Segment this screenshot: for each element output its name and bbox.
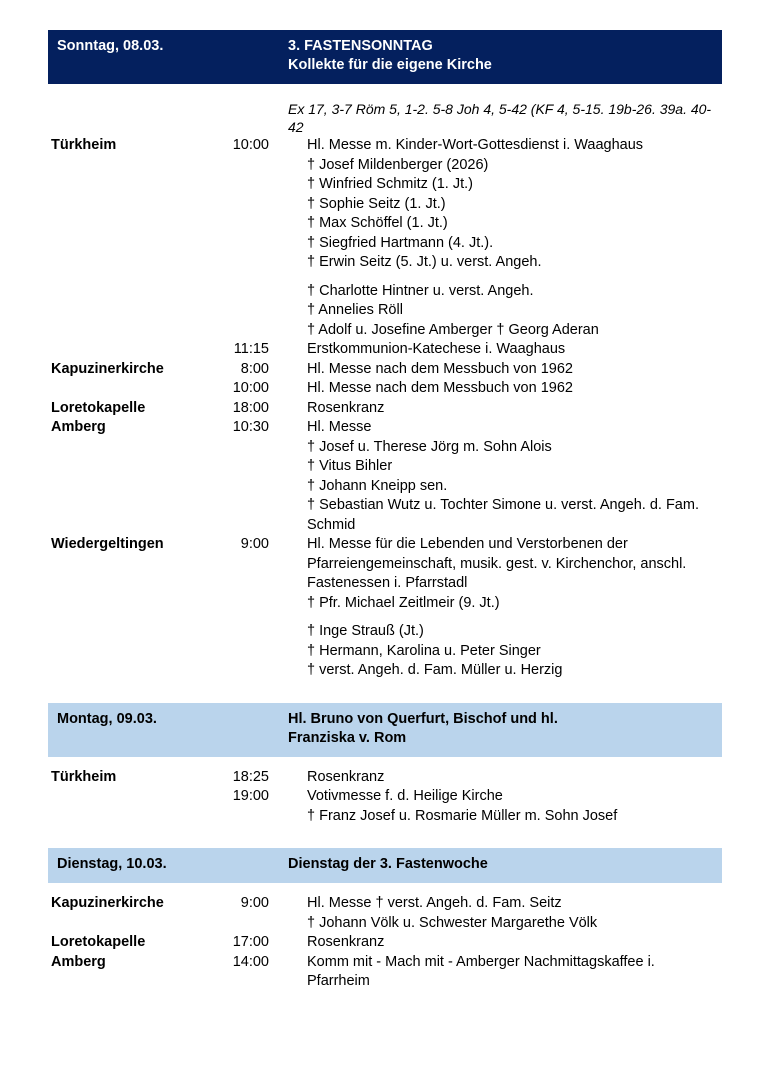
service-description-line: Hl. Messe — [307, 419, 372, 435]
readings-text: Ex 17, 3-7 Röm 5, 1-2. 5-8 Joh 4, 5-42 (KF 4, 5-15. 19b-26. 39a. 40-42 — [288, 101, 712, 135]
service-place: Türkheim — [51, 768, 117, 785]
service-row — [48, 399, 722, 419]
day-title-line: 3. FASTENSONNTAG — [288, 38, 433, 54]
service-description-line: † Vitus Bihler — [307, 458, 393, 474]
spacer — [48, 84, 722, 101]
service-description-line: Komm mit - Mach mit - Amberger Nachmittagskaffee i. Pfarrheim — [307, 953, 655, 989]
service-row — [48, 379, 722, 399]
service-description-line: Rosenkranz — [307, 768, 385, 785]
service-description-line: † Inge Strauß (Jt.) — [307, 623, 424, 639]
service-description-line: † Franz Josef u. Rosmarie Müller m. Sohn Josef — [307, 807, 618, 824]
service-description-line: † Winfried Schmitz (1. Jt.) — [307, 176, 473, 192]
day-title-line: Kollekte für die eigene Kirche — [288, 57, 492, 73]
service-description-line: † Josef u. Therese Jörg m. Sohn Alois — [307, 438, 552, 455]
service-time: 10:00 — [232, 380, 269, 396]
service-description-line: † Annelies Röll — [307, 302, 403, 318]
service-description-line: † Pfr. Michael Zeitlmeir (9. Jt.) — [307, 594, 500, 611]
service-description — [271, 340, 722, 360]
service-description — [271, 418, 722, 535]
service-description-line: Rosenkranz — [307, 934, 385, 950]
service-description-line: Erstkommunion-Katechese i. Waaghaus — [307, 341, 566, 357]
service-time: 10:00 — [232, 137, 269, 153]
service-time: 9:00 — [240, 895, 269, 911]
day-body — [48, 84, 722, 703]
readings-indent — [48, 101, 288, 136]
day-header — [48, 848, 722, 883]
service-description — [271, 894, 722, 933]
service-description-line: Rosenkranz — [307, 399, 385, 416]
service-description-line: † Johann Kneipp sen. — [307, 477, 448, 494]
day-body — [48, 883, 722, 1009]
service-row — [48, 360, 722, 380]
service-row — [48, 535, 722, 681]
service-description-line: Hl. Messe † verst. Angeh. d. Fam. Seitz — [307, 895, 562, 911]
day-title — [288, 710, 722, 748]
service-description — [271, 136, 722, 340]
service-time: 19:00 — [232, 788, 269, 804]
service-description — [271, 535, 722, 681]
readings-row — [48, 101, 722, 136]
service-description-line: † verst. Angeh. d. Fam. Müller u. Herzig — [307, 662, 563, 678]
service-row — [48, 953, 722, 992]
service-place: Wiedergeltingen — [51, 536, 164, 552]
service-description-line: † Johann Völk u. Schwester Margarethe Völk — [307, 914, 598, 931]
service-row — [48, 787, 722, 826]
service-description-line: † Adolf u. Josefine Amberger † Georg Aderan — [307, 321, 599, 338]
service-description-line: † Erwin Seitz (5. Jt.) u. verst. Angeh. — [307, 254, 542, 270]
day-body — [48, 757, 722, 849]
service-description — [271, 399, 722, 419]
service-time: 14:00 — [232, 953, 269, 970]
service-place: Loretokapelle — [51, 934, 146, 950]
service-description-line: † Sophie Seitz (1. Jt.) — [307, 195, 446, 212]
day-date: Dienstag, 10.03. — [57, 856, 167, 872]
day-title-line: Hl. Bruno von Querfurt, Bischof und hl. — [288, 710, 558, 727]
day-title — [288, 37, 722, 75]
spacer — [48, 883, 722, 894]
service-place: Amberg — [51, 953, 106, 970]
service-description — [271, 953, 722, 992]
service-time: 18:00 — [232, 399, 269, 416]
day-block — [48, 703, 722, 849]
day-date: Sonntag, 08.03. — [57, 38, 164, 54]
service-description-line: † Max Schöffel (1. Jt.) — [307, 215, 448, 231]
day-block — [48, 848, 722, 1009]
service-time: 18:25 — [232, 768, 269, 785]
service-row — [48, 894, 722, 933]
service-row — [48, 768, 722, 788]
service-description-line: Hl. Messe m. Kinder-Wort-Gottesdienst i. Waaghaus — [307, 137, 644, 153]
service-description-line: † Sebastian Wutz u. Tochter Simone u. verst. Angeh. d. Fam. Schmid — [307, 497, 699, 533]
service-description — [271, 379, 722, 399]
service-description-line: Hl. Messe nach dem Messbuch von 1962 — [307, 360, 573, 377]
day-title-line: Franziska v. Rom — [288, 729, 407, 746]
spacer — [48, 681, 722, 703]
service-description-line: Hl. Messe für die Lebenden und Verstorbenen der Pfarreiengemeinschaft, musik. gest. v. Kirchenchor, anschl. Fastenessen i. Pfarrstadl — [307, 536, 687, 591]
service-description — [271, 768, 722, 788]
day-header-spacer — [241, 37, 288, 75]
service-row — [48, 340, 722, 360]
service-description-line: Hl. Messe nach dem Messbuch von 1962 — [307, 380, 573, 396]
service-description-line: † Siegfried Hartmann (4. Jt.). — [307, 234, 494, 251]
day-date: Montag, 09.03. — [57, 710, 157, 727]
service-time: 8:00 — [240, 360, 269, 377]
service-place: Kapuzinerkirche — [51, 360, 164, 377]
service-description-line: † Josef Mildenberger (2026) — [307, 156, 489, 173]
service-time: 17:00 — [232, 934, 269, 950]
service-row — [48, 933, 722, 953]
service-description-line: Votivmesse f. d. Heilige Kirche — [307, 788, 503, 804]
service-time: 9:00 — [240, 536, 269, 552]
service-time: 11:15 — [233, 341, 269, 357]
service-row — [48, 136, 722, 340]
service-row — [48, 418, 722, 535]
spacer — [48, 757, 722, 768]
service-place: Türkheim — [51, 137, 117, 153]
service-description-line: † Hermann, Karolina u. Peter Singer — [307, 642, 541, 659]
day-header — [48, 703, 722, 757]
service-description — [271, 933, 722, 953]
day-title-line: Dienstag der 3. Fastenwoche — [288, 856, 488, 872]
service-place: Loretokapelle — [51, 399, 146, 416]
service-place: Kapuzinerkirche — [51, 895, 164, 911]
day-header-spacer — [241, 710, 288, 748]
day-block — [48, 30, 722, 703]
spacer — [48, 826, 722, 848]
service-description-line: † Charlotte Hintner u. verst. Angeh. — [307, 282, 534, 299]
day-title — [288, 855, 722, 874]
spacer — [48, 992, 722, 1009]
day-block-list — [48, 30, 722, 1009]
service-time: 10:30 — [232, 419, 269, 435]
day-header — [48, 30, 722, 84]
service-description — [271, 360, 722, 380]
service-description — [271, 787, 722, 826]
day-header-spacer — [241, 855, 288, 874]
service-place: Amberg — [51, 419, 106, 435]
